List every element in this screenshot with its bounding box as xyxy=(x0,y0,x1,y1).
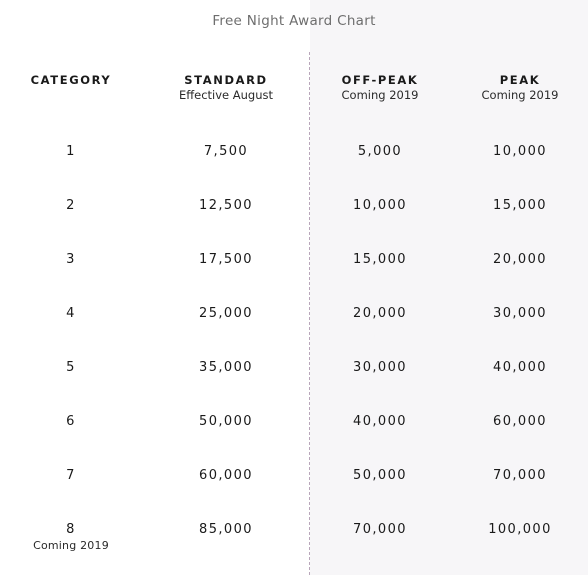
cell-standard-value: 85,000 xyxy=(199,522,253,537)
cell-peak xyxy=(450,468,588,484)
cell-category-value: 3 xyxy=(66,252,76,267)
cell-standard xyxy=(156,360,296,376)
cell-standard-value: 7,500 xyxy=(203,144,249,159)
cell-peak-value: 15,000 xyxy=(493,198,547,213)
cell-category-value: 8 xyxy=(66,522,76,537)
cell-standard xyxy=(156,144,296,160)
cell-offpeak xyxy=(310,522,450,538)
cell-standard xyxy=(156,414,296,430)
cell-category xyxy=(1,144,141,160)
header-standard-sub: Effective August xyxy=(178,88,274,102)
cell-offpeak xyxy=(310,360,450,376)
cell-offpeak xyxy=(310,144,450,160)
cell-category-value: 4 xyxy=(66,306,76,321)
cell-offpeak xyxy=(310,414,450,430)
cell-offpeak-value: 50,000 xyxy=(353,468,407,483)
cell-offpeak-value: 5,000 xyxy=(357,144,403,159)
cell-peak-value: 60,000 xyxy=(493,414,547,429)
cell-standard-value: 12,500 xyxy=(199,198,253,213)
cell-offpeak-value: 30,000 xyxy=(353,360,407,375)
header-peak-label: PEAK xyxy=(499,73,541,87)
cell-peak-value: 40,000 xyxy=(493,360,547,375)
header-category xyxy=(1,73,141,88)
header-offpeak-label: OFF-PEAK xyxy=(341,73,419,87)
cell-peak xyxy=(450,252,588,268)
cell-offpeak-value: 40,000 xyxy=(353,414,407,429)
cell-offpeak-value: 10,000 xyxy=(353,198,407,213)
header-peak xyxy=(450,73,588,103)
cell-category-note: Coming 2019 xyxy=(33,539,109,552)
cell-category xyxy=(1,468,141,484)
cell-offpeak xyxy=(310,468,450,484)
cell-offpeak-value: 20,000 xyxy=(353,306,407,321)
cell-standard-value: 60,000 xyxy=(199,468,253,483)
cell-category xyxy=(1,360,141,376)
cell-peak-value: 70,000 xyxy=(493,468,547,483)
header-offpeak-sub: Coming 2019 xyxy=(341,88,419,102)
cell-category-value: 5 xyxy=(66,360,76,375)
cell-category-value: 7 xyxy=(66,468,76,483)
cell-standard xyxy=(156,306,296,322)
cell-peak-value: 20,000 xyxy=(493,252,547,267)
cell-standard-value: 35,000 xyxy=(199,360,253,375)
header-standard-label: STANDARD xyxy=(184,73,268,87)
cell-peak-value: 100,000 xyxy=(488,522,552,537)
cell-standard xyxy=(156,198,296,214)
header-category-label: CATEGORY xyxy=(30,73,112,87)
cell-category-value: 6 xyxy=(66,414,76,429)
cell-peak xyxy=(450,414,588,430)
chart-title: Free Night Award Chart xyxy=(212,13,376,29)
cell-offpeak-value: 15,000 xyxy=(353,252,407,267)
cell-offpeak xyxy=(310,252,450,268)
header-peak-sub: Coming 2019 xyxy=(481,88,559,102)
cell-standard xyxy=(156,522,296,538)
cell-standard-value: 25,000 xyxy=(199,306,253,321)
cell-category xyxy=(1,414,141,430)
cell-peak xyxy=(450,306,588,322)
cell-peak-value: 10,000 xyxy=(493,144,547,159)
cell-category-value: 1 xyxy=(66,144,76,159)
cell-peak-value: 30,000 xyxy=(493,306,547,321)
cell-peak xyxy=(450,198,588,214)
cell-peak xyxy=(450,522,588,538)
cell-category xyxy=(1,306,141,322)
cell-standard-value: 50,000 xyxy=(199,414,253,429)
cell-offpeak-value: 70,000 xyxy=(353,522,407,537)
cell-category xyxy=(1,198,141,214)
cell-standard xyxy=(156,468,296,484)
cell-offpeak xyxy=(310,198,450,214)
header-offpeak xyxy=(310,73,450,103)
cell-category xyxy=(1,522,141,553)
cell-peak xyxy=(450,360,588,376)
header-standard xyxy=(156,73,296,103)
cell-standard-value: 17,500 xyxy=(199,252,253,267)
cell-standard xyxy=(156,252,296,268)
cell-category-value: 2 xyxy=(66,198,76,213)
cell-offpeak xyxy=(310,306,450,322)
cell-peak xyxy=(450,144,588,160)
cell-category xyxy=(1,252,141,268)
